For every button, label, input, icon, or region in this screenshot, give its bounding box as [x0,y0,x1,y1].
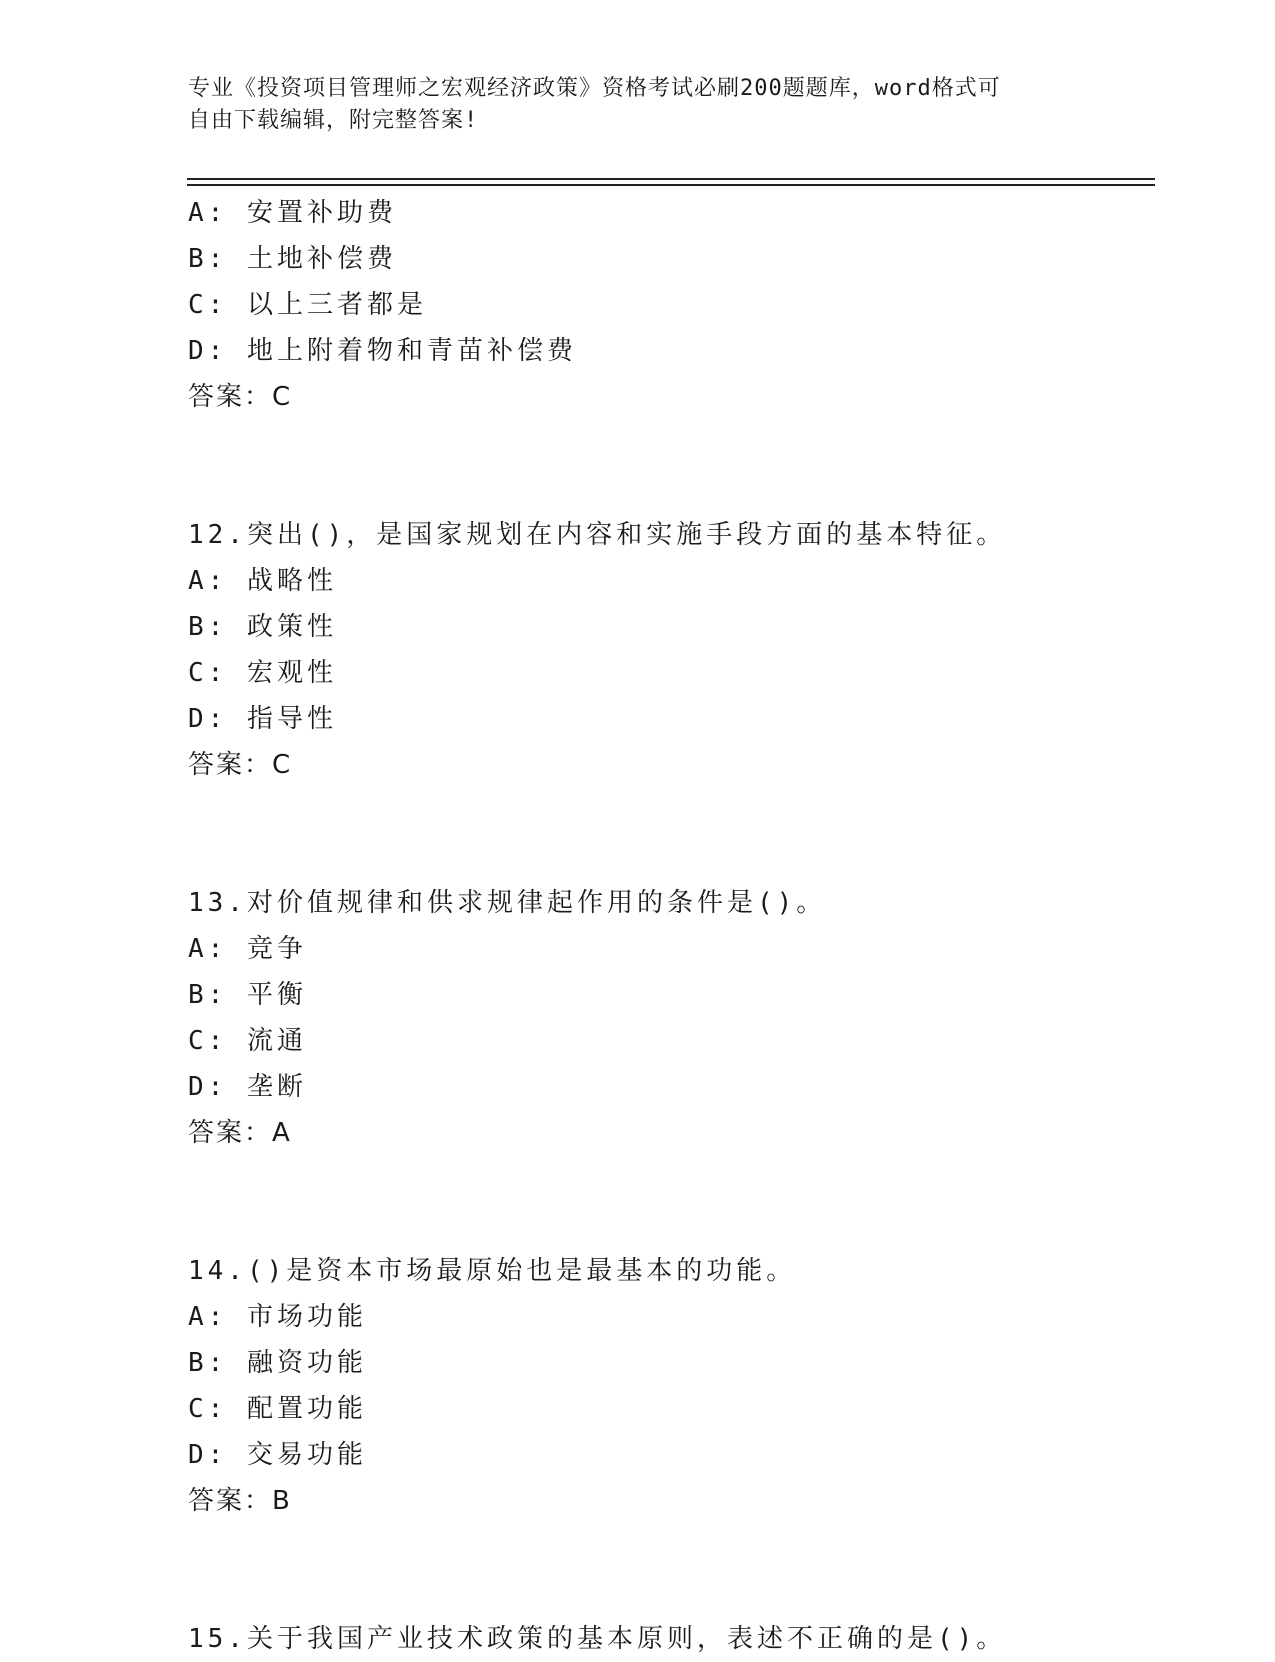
question-block [188,1616,1148,1662]
document-header [188,73,1088,137]
option-a: A: 市场功能 [188,1302,367,1332]
question-text: 14.()是资本市场最原始也是最基本的功能。 [188,1256,797,1286]
question-block [188,880,1148,1156]
option-d: D: 地上附着物和青苗补偿费 [188,336,577,366]
option-c: C: 流通 [188,1026,307,1056]
option-a: A: 战略性 [188,566,337,596]
question-list [188,190,1148,1662]
question-text: 15.关于我国产业技术政策的基本原则，表述不正确的是()。 [188,1624,1007,1654]
header-line-2: 自由下载编辑，附完整答案! [188,108,479,133]
question-block [188,1248,1148,1524]
header-rule-top [187,178,1155,180]
option-b: B: 政策性 [188,612,337,642]
question-block [188,512,1148,788]
option-c: C: 宏观性 [188,658,337,688]
question-text: 12.突出()，是国家规划在内容和实施手段方面的基本特征。 [188,520,1007,550]
option-c: C: 以上三者都是 [188,290,427,320]
answer-line: 答案：C [188,750,293,780]
option-c: C: 配置功能 [188,1394,367,1424]
question-text: 13.对价值规律和供求规律起作用的条件是()。 [188,888,827,918]
answer-line: 答案：A [188,1118,292,1148]
option-d: D: 垄断 [188,1072,307,1102]
option-a: A: 竞争 [188,934,307,964]
question-block [188,190,1148,420]
option-b: B: 平衡 [188,980,307,1010]
option-b: B: 融资功能 [188,1348,367,1378]
answer-line: 答案：C [188,382,293,412]
option-d: D: 指导性 [188,704,337,734]
answer-line: 答案：B [188,1486,292,1516]
option-a: A: 安置补助费 [188,198,397,228]
header-line-1: 专业《投资项目管理师之宏观经济政策》资格考试必刷200题题库，word格式可 [188,76,1001,101]
header-rule-bottom [187,184,1155,186]
option-d: D: 交易功能 [188,1440,367,1470]
option-b: B: 土地补偿费 [188,244,397,274]
